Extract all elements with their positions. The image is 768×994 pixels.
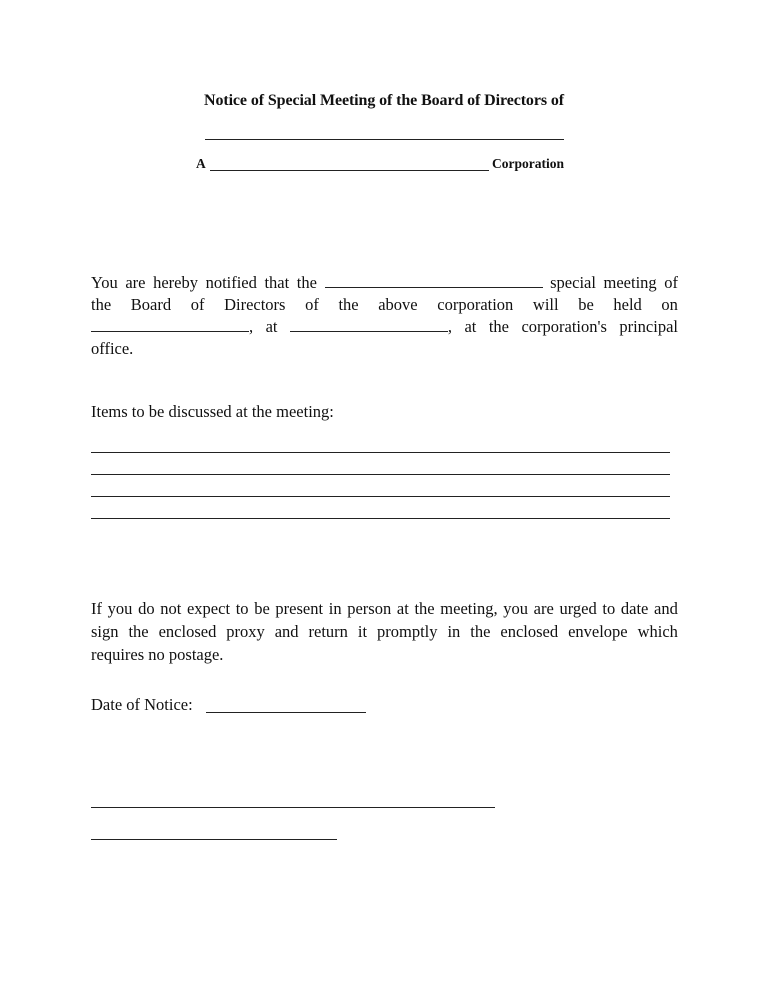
word: Directors [224,295,286,314]
word: promptly [377,622,438,641]
word: meeting [603,273,657,292]
word: it [357,622,368,641]
printed-name-line[interactable] [91,839,337,840]
corp-prefix: A [196,156,206,171]
word: will [532,295,559,314]
item-line-3[interactable] [91,496,670,497]
word: expect [186,599,231,618]
word: the [414,599,435,618]
word: corporation [437,295,514,314]
word: above [378,295,418,314]
notice-line [91,316,678,338]
word: and [274,622,299,641]
word: present [275,599,324,618]
word: be [254,599,270,618]
date-of-notice-blank[interactable] [206,712,366,713]
company-name-blank[interactable] [205,139,564,140]
word: principal [619,317,678,336]
word: sign [91,622,119,641]
document-title: Notice of Special Meeting of the Board of Directors of [204,92,564,109]
word: If [91,599,102,618]
word: at [265,317,278,336]
time-blank-group [290,316,452,338]
item-line-4[interactable] [91,518,670,519]
word: to [602,599,616,618]
proxy-paragraph [91,597,678,666]
word: at [464,317,477,336]
word: person [347,599,392,618]
meeting-time-blank[interactable] [290,316,448,332]
word: do [138,599,155,618]
meeting-ordinal-blank[interactable] [325,272,543,288]
word: be [578,295,594,314]
word: of [664,273,678,292]
notice-paragraph [91,272,678,360]
word: return [308,622,348,641]
word: the [91,295,112,314]
word: meeting, [440,599,498,618]
word: You [91,273,118,292]
word: held [613,295,642,314]
word: date [620,599,649,618]
word: urged [559,599,597,618]
word: in [328,599,342,618]
word: and [654,599,678,618]
word: notified [205,273,257,292]
word: on [661,295,678,314]
word: Board [130,295,172,314]
item-line-1[interactable] [91,452,670,453]
signature-line[interactable] [91,807,495,808]
word: the [338,295,359,314]
proxy-line [91,597,678,620]
proxy-line-last: requires no postage. [91,645,224,664]
word: the [488,317,510,336]
meeting-date-blank[interactable] [91,316,249,332]
notice-line [91,272,678,294]
word: you [107,599,133,618]
proxy-line [91,620,678,643]
word: the [470,622,491,641]
word: special [550,273,596,292]
comma: , [249,317,254,336]
corp-suffix: Corporation [492,156,564,171]
word: not [160,599,182,618]
word: envelope [568,622,628,641]
word: that [264,273,290,292]
word: the [128,622,149,641]
word: to [235,599,249,618]
date-of-notice-label: Date of Notice: [91,695,193,714]
word: corporation's [521,317,607,336]
word: which [637,622,678,641]
corporation-type-blank[interactable] [210,170,489,171]
word: hereby [153,273,198,292]
word: enclosed [500,622,559,641]
word: proxy [226,622,265,641]
word: of [190,295,205,314]
word: you [503,599,528,618]
item-line-2[interactable] [91,474,670,475]
word: at [396,599,409,618]
word: enclosed [158,622,217,641]
word: are [125,273,146,292]
word: are [533,599,554,618]
notice-line-last: office. [91,339,134,358]
items-label: Items to be discussed at the meeting: [91,402,334,421]
word: of [305,295,319,314]
comma: , [447,317,453,336]
notice-line [91,294,678,316]
date-blank-group [91,316,253,338]
word: in [447,622,461,641]
word: the [296,273,317,292]
